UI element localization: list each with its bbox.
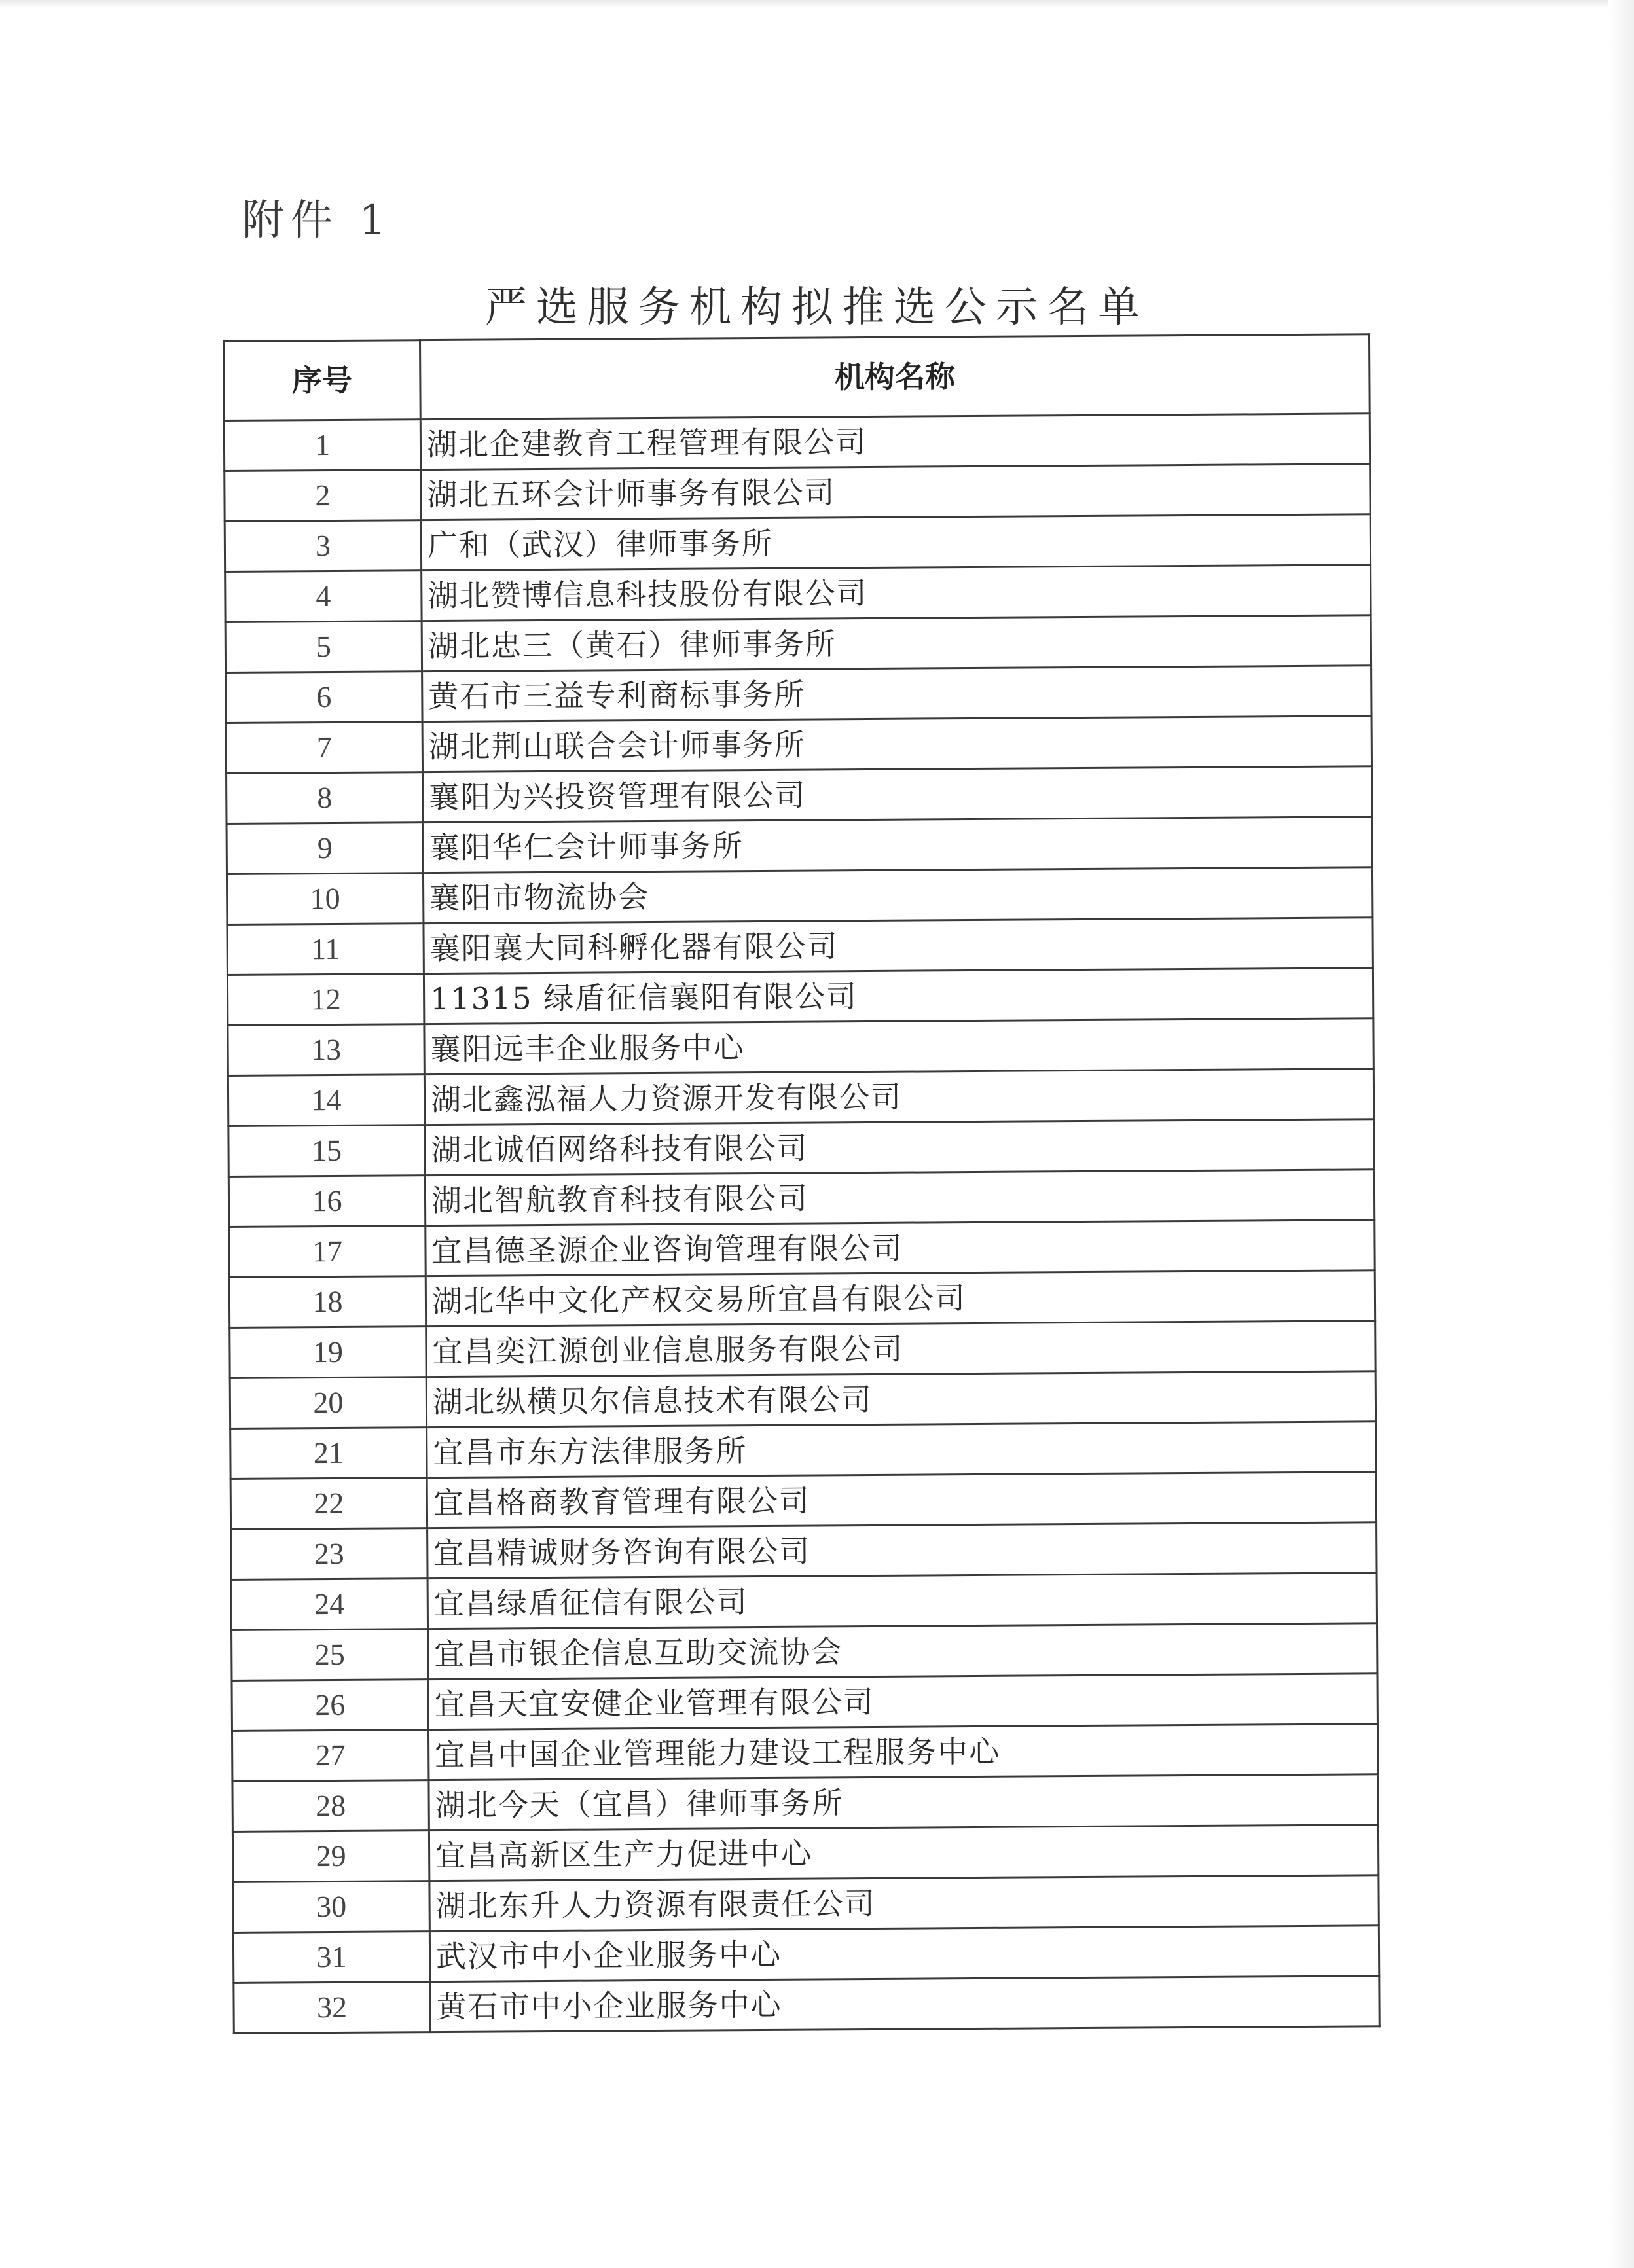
organization-name: 黄石市中小企业服务中心 — [430, 1976, 1379, 2032]
organization-name: 宜昌高新区生产力促进中心 — [429, 1825, 1378, 1881]
row-number: 11 — [227, 924, 424, 975]
table-row — [228, 1119, 1374, 1177]
attachment-label: 附件 1 — [242, 196, 393, 245]
organization-name: 宜昌中国企业管理能力建设工程服务中心 — [428, 1724, 1377, 1780]
scan-edge-top — [0, 0, 1634, 8]
row-number: 30 — [233, 1881, 429, 1933]
row-number: 18 — [229, 1276, 426, 1328]
table-row — [230, 1321, 1375, 1378]
organization-name: 湖北五环会计师事务有限公司 — [421, 464, 1370, 520]
row-number: 1 — [224, 420, 420, 471]
table-row — [225, 514, 1370, 572]
header-organization-name: 机构名称 — [420, 334, 1370, 420]
organization-name: 湖北忠三（黄石）律师事务所 — [422, 615, 1371, 672]
organization-name: 湖北智航教育科技有限公司 — [425, 1170, 1374, 1226]
row-number: 8 — [227, 772, 423, 824]
row-number: 23 — [231, 1528, 427, 1580]
row-number: 28 — [232, 1780, 429, 1832]
organization-name: 湖北鑫泓福人力资源开发有限公司 — [424, 1069, 1373, 1125]
table-row — [225, 615, 1371, 673]
row-number: 26 — [232, 1680, 428, 1731]
table-row — [230, 1371, 1375, 1429]
organization-name: 湖北华中文化产权交易所宜昌有限公司 — [426, 1270, 1375, 1327]
row-number: 32 — [234, 1982, 430, 2034]
table-row — [232, 1724, 1377, 1782]
organization-name: 宜昌德圣源企业咨询管理有限公司 — [426, 1220, 1375, 1276]
row-number: 17 — [229, 1226, 426, 1278]
row-number: 9 — [227, 823, 423, 874]
table-row — [227, 867, 1372, 925]
table-row — [233, 1875, 1379, 1933]
organization-name: 宜昌格商教育管理有限公司 — [427, 1472, 1376, 1528]
table-row — [224, 414, 1370, 471]
table-row — [232, 1674, 1377, 1731]
organization-name: 襄阳华仁会计师事务所 — [423, 817, 1372, 873]
table-row — [233, 1926, 1379, 1983]
organization-name: 宜昌精诚财务咨询有限公司 — [427, 1522, 1377, 1579]
table-row — [225, 464, 1370, 522]
organization-name: 宜昌天宜安健企业管理有限公司 — [428, 1674, 1377, 1730]
table-row — [228, 1018, 1373, 1076]
table-row — [229, 1220, 1375, 1278]
row-number: 15 — [228, 1125, 425, 1177]
row-number: 2 — [225, 470, 421, 522]
table-row — [230, 1422, 1376, 1479]
document-title: 严选服务机构拟推选公示名单 — [485, 283, 1149, 332]
row-number: 16 — [228, 1176, 425, 1227]
row-number: 24 — [231, 1579, 427, 1630]
table-row — [225, 565, 1371, 622]
organization-name: 湖北赞博信息科技股份有限公司 — [422, 565, 1371, 621]
row-number: 7 — [226, 722, 422, 774]
organization-name: 湖北荆山联合会计师事务所 — [422, 716, 1371, 772]
table-row — [229, 1270, 1375, 1328]
row-number: 3 — [225, 520, 421, 572]
organization-table-container — [223, 333, 1379, 2034]
row-number: 5 — [225, 621, 422, 673]
table-row — [231, 1522, 1377, 1580]
table-row — [232, 1774, 1378, 1832]
organization-name: 襄阳襄大同科孵化器有限公司 — [424, 918, 1373, 974]
row-number: 19 — [230, 1327, 426, 1378]
organization-name: 宜昌绿盾征信有限公司 — [427, 1573, 1377, 1629]
table-row — [227, 968, 1373, 1026]
organization-name: 宜昌市东方法律服务所 — [427, 1422, 1376, 1478]
organization-name: 湖北诚佰网络科技有限公司 — [425, 1119, 1374, 1176]
scan-edge-right — [1608, 0, 1634, 2268]
organization-name: 11315 绿盾征信襄阳有限公司 — [424, 968, 1373, 1024]
organization-name: 湖北东升人力资源有限责任公司 — [429, 1875, 1379, 1932]
table-row — [227, 817, 1372, 874]
organization-name: 黄石市三益专利商标事务所 — [422, 666, 1371, 722]
organization-name: 湖北企建教育工程管理有限公司 — [420, 414, 1370, 470]
row-number: 31 — [233, 1932, 429, 1983]
row-number: 12 — [227, 974, 424, 1026]
header-number: 序号 — [224, 340, 421, 421]
table-row — [226, 716, 1371, 774]
organization-name: 襄阳为兴投资管理有限公司 — [423, 766, 1372, 823]
row-number: 29 — [232, 1831, 429, 1882]
table-body — [224, 414, 1379, 2034]
row-number: 14 — [228, 1075, 424, 1126]
organization-name: 湖北今天（宜昌）律师事务所 — [429, 1774, 1378, 1831]
organization-name: 广和（武汉）律师事务所 — [421, 514, 1370, 571]
table-row — [228, 1069, 1373, 1126]
organization-table — [223, 333, 1381, 2034]
table-row — [227, 918, 1373, 975]
row-number: 20 — [230, 1377, 426, 1429]
row-number: 13 — [228, 1024, 424, 1076]
organization-name: 武汉市中小企业服务中心 — [429, 1926, 1379, 1982]
organization-name: 襄阳远丰企业服务中心 — [424, 1018, 1373, 1075]
row-number: 6 — [226, 672, 422, 723]
table-row — [234, 1976, 1379, 2034]
organization-name: 宜昌奕江源创业信息服务有限公司 — [426, 1321, 1375, 1377]
table-row — [230, 1472, 1376, 1530]
table-row — [231, 1573, 1377, 1630]
row-number: 27 — [232, 1730, 428, 1782]
row-number: 10 — [227, 873, 423, 925]
organization-name: 湖北纵横贝尔信息技术有限公司 — [426, 1371, 1375, 1428]
organization-name: 襄阳市物流协会 — [423, 867, 1372, 924]
table-header-row — [224, 334, 1370, 421]
table-row — [226, 666, 1371, 723]
table-row — [227, 766, 1372, 824]
row-number: 22 — [230, 1478, 427, 1530]
organization-name: 宜昌市银企信息互助交流协会 — [428, 1623, 1377, 1680]
table-row — [232, 1825, 1378, 1882]
row-number: 21 — [230, 1428, 427, 1479]
row-number: 4 — [225, 571, 422, 622]
row-number: 25 — [232, 1629, 428, 1681]
table-row — [232, 1623, 1377, 1681]
table-row — [228, 1170, 1374, 1227]
